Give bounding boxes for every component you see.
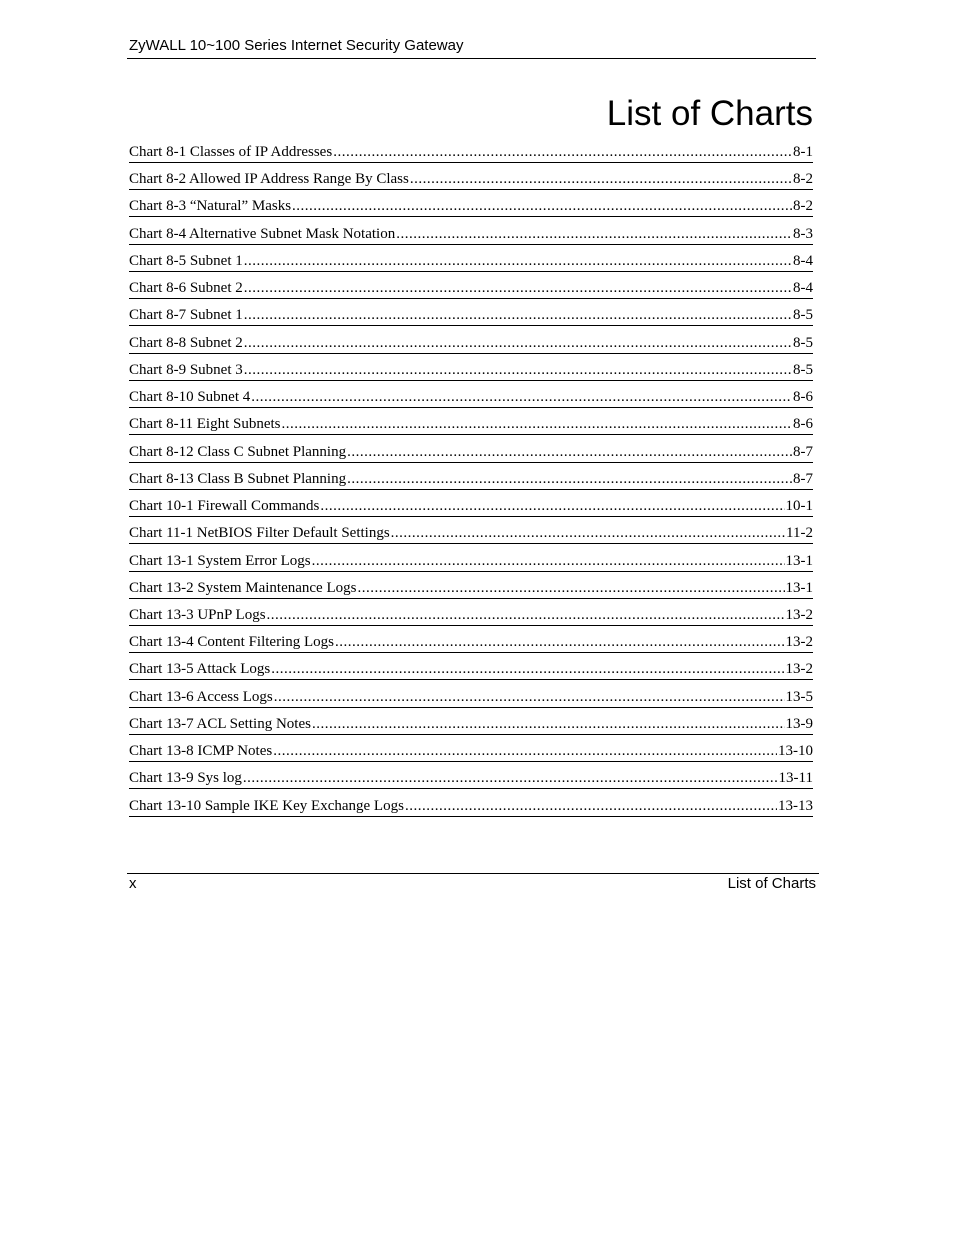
list-item: [129, 360, 813, 387]
dot-leader: [320, 496, 784, 516]
toc-link[interactable]: [129, 305, 813, 326]
list-item: [129, 278, 813, 305]
list-item: [129, 741, 813, 768]
entry-label: Chart 8-8 Subnet 2: [129, 334, 243, 351]
toc-link[interactable]: [129, 578, 813, 599]
dot-leader: [282, 414, 792, 434]
entry-label: Chart 13-1 System Error Logs: [129, 552, 311, 569]
toc-link[interactable]: [129, 796, 813, 817]
dot-leader: [273, 741, 777, 761]
entry-label: Chart 8-9 Subnet 3: [129, 361, 243, 378]
entry-label: Chart 13-10 Sample IKE Key Exchange Logs: [129, 797, 404, 814]
page-title: List of Charts: [606, 94, 813, 133]
dot-leader: [357, 578, 784, 598]
entry-page: 13-9: [785, 715, 813, 732]
list-item: [129, 387, 813, 414]
entry-page: 13-1: [785, 552, 813, 569]
dot-leader: [267, 605, 785, 625]
dot-leader: [243, 768, 778, 788]
dot-leader: [312, 714, 785, 734]
entry-page: 8-2: [793, 171, 813, 188]
toc-link[interactable]: [129, 687, 813, 708]
footer-page-number: x: [129, 875, 137, 892]
dot-leader: [244, 360, 792, 380]
entry-label: Chart 10-1 Firewall Commands: [129, 498, 320, 515]
entry-page: 13-11: [778, 770, 813, 787]
entry-label: Chart 8-2 Allowed IP Address Range By Class: [129, 171, 409, 188]
list-item: [129, 796, 813, 823]
entry-page: 13-13: [778, 797, 813, 814]
entry-label: Chart 8-7 Subnet 1: [129, 307, 243, 324]
dot-leader: [274, 687, 785, 707]
entry-page: 11-2: [786, 525, 813, 542]
entry-page: 13-1: [785, 579, 813, 596]
dot-leader: [312, 551, 785, 571]
dot-leader: [335, 632, 785, 652]
list-item: [129, 305, 813, 332]
entry-page: 13-10: [778, 743, 813, 760]
entry-page: 8-3: [793, 225, 813, 242]
entry-page: 13-2: [785, 661, 813, 678]
dot-leader: [347, 469, 792, 489]
dot-leader: [244, 305, 792, 325]
list-item: [129, 442, 813, 469]
toc-link[interactable]: [129, 360, 813, 381]
list-item: [129, 768, 813, 795]
entry-label: Chart 13-5 Attack Logs: [129, 661, 271, 678]
toc-link[interactable]: [129, 741, 813, 762]
list-item: [129, 251, 813, 278]
toc-link[interactable]: [129, 251, 813, 272]
toc-link[interactable]: [129, 442, 813, 463]
toc-link[interactable]: [129, 333, 813, 354]
toc-link[interactable]: [129, 632, 813, 653]
toc-link[interactable]: [129, 169, 813, 190]
dot-leader: [396, 224, 792, 244]
toc-link[interactable]: [129, 523, 813, 544]
toc-link[interactable]: [129, 551, 813, 572]
dot-leader: [347, 442, 792, 462]
toc-link[interactable]: [129, 414, 813, 435]
toc-link[interactable]: [129, 224, 813, 245]
header-divider: [127, 58, 816, 59]
toc-link[interactable]: [129, 387, 813, 408]
dot-leader: [292, 196, 792, 216]
dot-leader: [244, 251, 792, 271]
chart-list: [129, 142, 813, 823]
dot-leader: [405, 796, 777, 816]
toc-link[interactable]: [129, 196, 813, 217]
footer-divider: [127, 873, 819, 874]
toc-link[interactable]: [129, 142, 813, 163]
entry-label: Chart 8-4 Alternative Subnet Mask Notation: [129, 225, 396, 242]
entry-page: 8-7: [793, 470, 813, 487]
entry-label: Chart 13-8 ICMP Notes: [129, 743, 273, 760]
list-item: [129, 169, 813, 196]
running-header: ZyWALL 10~100 Series Internet Security Gateway: [129, 37, 464, 54]
list-item: [129, 196, 813, 223]
entry-label: Chart 13-3 UPnP Logs: [129, 606, 266, 623]
list-item: [129, 469, 813, 496]
list-item: [129, 659, 813, 686]
entry-page: 8-5: [793, 334, 813, 351]
dot-leader: [391, 523, 785, 543]
dot-leader: [244, 278, 792, 298]
entry-page: 8-4: [793, 280, 813, 297]
list-item: [129, 333, 813, 360]
list-item: [129, 142, 813, 169]
toc-link[interactable]: [129, 714, 813, 735]
entry-page: 13-2: [785, 634, 813, 651]
footer-section-title: List of Charts: [727, 875, 816, 892]
toc-link[interactable]: [129, 496, 813, 517]
list-item: [129, 687, 813, 714]
entry-page: 8-6: [793, 416, 813, 433]
toc-link[interactable]: [129, 659, 813, 680]
entry-label: Chart 13-2 System Maintenance Logs: [129, 579, 357, 596]
toc-link[interactable]: [129, 278, 813, 299]
entry-label: Chart 8-12 Class C Subnet Planning: [129, 443, 347, 460]
toc-link[interactable]: [129, 469, 813, 490]
entry-label: Chart 8-6 Subnet 2: [129, 280, 243, 297]
list-item: [129, 551, 813, 578]
entry-label: Chart 8-10 Subnet 4: [129, 389, 251, 406]
dot-leader: [244, 333, 792, 353]
dot-leader: [410, 169, 792, 189]
entry-page: 13-5: [785, 688, 813, 705]
entry-label: Chart 8-13 Class B Subnet Planning: [129, 470, 347, 487]
dot-leader: [333, 142, 792, 162]
entry-page: 8-5: [793, 307, 813, 324]
list-item: [129, 578, 813, 605]
entry-page: 8-1: [793, 144, 813, 160]
entry-page: 10-1: [785, 498, 813, 515]
dot-leader: [251, 387, 792, 407]
list-item: [129, 224, 813, 251]
list-item: [129, 605, 813, 632]
toc-link[interactable]: [129, 768, 813, 789]
entry-page: 8-5: [793, 361, 813, 378]
entry-label: Chart 8-1 Classes of IP Addresses: [129, 144, 333, 160]
entry-label: Chart 13-6 Access Logs: [129, 688, 273, 705]
entry-label: Chart 8-11 Eight Subnets: [129, 416, 281, 433]
list-item: [129, 414, 813, 441]
entry-page: 13-2: [785, 606, 813, 623]
entry-label: Chart 13-4 Content Filtering Logs: [129, 634, 334, 651]
entry-page: 8-4: [793, 252, 813, 269]
entry-label: Chart 11-1 NetBIOS Filter Default Settings: [129, 525, 390, 542]
dot-leader: [271, 659, 784, 679]
list-item: [129, 496, 813, 523]
toc-link[interactable]: [129, 605, 813, 626]
list-item: [129, 632, 813, 659]
entry-label: Chart 8-5 Subnet 1: [129, 252, 243, 269]
list-item: [129, 523, 813, 550]
entry-label: Chart 13-9 Sys log: [129, 770, 242, 787]
entry-page: 8-2: [793, 198, 813, 215]
list-item: [129, 714, 813, 741]
entry-label: Chart 13-7 ACL Setting Notes: [129, 715, 311, 732]
entry-page: 8-6: [793, 389, 813, 406]
entry-label: Chart 8-3 “Natural” Masks: [129, 198, 292, 215]
entry-page: 8-7: [793, 443, 813, 460]
